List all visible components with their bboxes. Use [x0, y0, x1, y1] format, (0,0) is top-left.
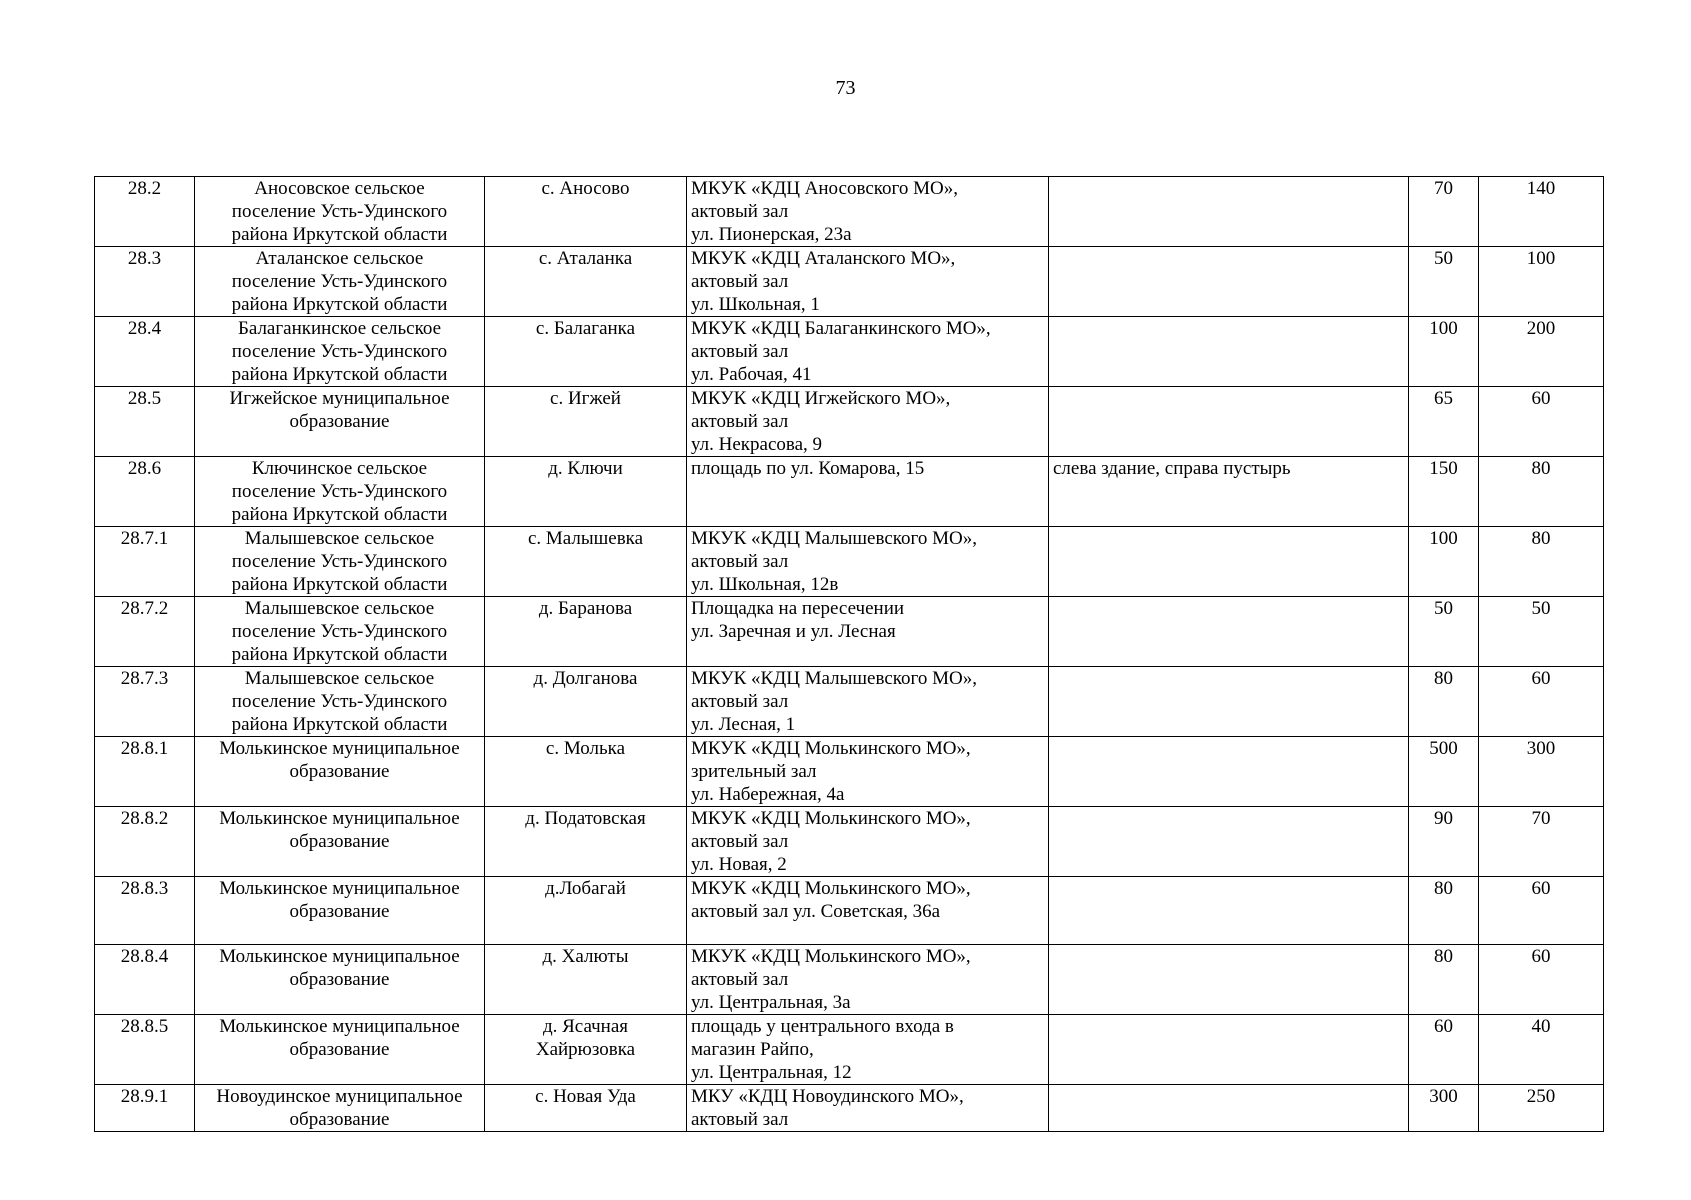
settlement-line: д. Халюты	[542, 946, 629, 967]
municipality-line: Малышевское сельское	[244, 668, 435, 689]
venue-cell	[687, 597, 1049, 667]
venue-line: ул. Центральная, 12	[691, 1062, 852, 1083]
value-2-cell: 60	[1479, 667, 1604, 737]
settlement-cell	[485, 1085, 687, 1132]
settlement-cell	[485, 527, 687, 597]
settlement-cell	[485, 945, 687, 1015]
table-row	[95, 177, 1604, 247]
value-1-cell: 90	[1409, 807, 1479, 877]
table-row	[95, 317, 1604, 387]
municipality-line: Ключинское сельское	[251, 458, 428, 479]
venue-line: МКУК «КДЦ Малышевского МО»,	[691, 668, 977, 689]
row-number-cell: 28.3	[95, 247, 195, 317]
venue-line: актовый зал	[691, 1109, 789, 1130]
settlement-line: с. Балаганка	[535, 318, 636, 339]
description-cell	[1049, 1015, 1409, 1085]
table-row	[95, 457, 1604, 527]
description-cell	[1049, 317, 1409, 387]
municipality-line: Молькинское муниципальное	[219, 738, 460, 759]
value-1-cell: 100	[1409, 527, 1479, 597]
value-1-cell: 100	[1409, 317, 1479, 387]
municipality-line: района Иркутской области	[231, 364, 448, 385]
municipality-line: Молькинское муниципальное	[219, 1016, 460, 1037]
value-2-cell: 70	[1479, 807, 1604, 877]
venue-cell	[687, 1015, 1049, 1085]
municipality-line: образование	[289, 411, 390, 432]
municipality-line: Игжейское муниципальное	[229, 388, 450, 409]
venue-line: МКУК «КДЦ Балаганкинского МО»,	[691, 318, 991, 339]
value-2-cell: 60	[1479, 877, 1604, 945]
venue-line: МКУК «КДЦ Игжейского МО»,	[691, 388, 951, 409]
venue-line: актовый зал	[691, 411, 789, 432]
venue-line: ул. Пионерская, 23а	[691, 224, 852, 245]
description-cell	[1049, 945, 1409, 1015]
value-1-cell: 80	[1409, 877, 1479, 945]
settlement-line: с. Новая Уда	[535, 1086, 636, 1107]
description-cell: слева здание, справа пустырь	[1049, 457, 1409, 527]
municipality-cell	[195, 737, 485, 807]
settlement-line: с. Аносово	[541, 178, 630, 199]
municipality-line: Молькинское муниципальное	[219, 808, 460, 829]
value-1-cell: 80	[1409, 945, 1479, 1015]
venue-line: ул. Заречная и ул. Лесная	[691, 621, 896, 642]
description-cell	[1049, 667, 1409, 737]
settlement-cell	[485, 737, 687, 807]
description-cell	[1049, 807, 1409, 877]
row-number-cell: 28.2	[95, 177, 195, 247]
venue-line: актовый зал	[691, 271, 789, 292]
description-cell	[1049, 177, 1409, 247]
value-1-cell: 80	[1409, 667, 1479, 737]
municipality-line: образование	[289, 901, 390, 922]
value-2-cell: 250	[1479, 1085, 1604, 1132]
municipality-cell	[195, 1085, 485, 1132]
value-2-cell: 100	[1479, 247, 1604, 317]
municipality-line: образование	[289, 831, 390, 852]
value-2-cell: 80	[1479, 527, 1604, 597]
value-2-cell: 40	[1479, 1015, 1604, 1085]
venue-line: актовый зал	[691, 341, 789, 362]
venue-cell	[687, 457, 1049, 527]
settlement-line: д. Ясачная	[542, 1016, 629, 1037]
settlement-line: с. Аталанка	[538, 248, 633, 269]
value-1-cell: 300	[1409, 1085, 1479, 1132]
settlement-line: Хайрюзовка	[535, 1039, 636, 1060]
table-row	[95, 877, 1604, 945]
value-2-cell: 80	[1479, 457, 1604, 527]
venue-cell	[687, 737, 1049, 807]
row-number-cell: 28.5	[95, 387, 195, 457]
table-row	[95, 527, 1604, 597]
municipality-cell	[195, 177, 485, 247]
table-row	[95, 737, 1604, 807]
municipality-cell	[195, 247, 485, 317]
municipality-line: района Иркутской области	[231, 504, 448, 525]
row-number-cell: 28.8.2	[95, 807, 195, 877]
municipality-line: Малышевское сельское	[244, 598, 435, 619]
municipality-line: Новоудинское муниципальное	[216, 1086, 463, 1107]
municipality-line: поселение Усть-Удинского	[231, 551, 448, 572]
value-2-cell: 60	[1479, 945, 1604, 1015]
municipality-line: Аносовское сельское	[254, 178, 425, 199]
municipality-cell	[195, 877, 485, 945]
settlement-line: д. Долганова	[533, 668, 638, 689]
venue-line: МКУК «КДЦ Молькинского МО»,	[691, 808, 971, 829]
venue-cell	[687, 945, 1049, 1015]
venue-cell	[687, 807, 1049, 877]
municipality-cell	[195, 945, 485, 1015]
description-cell	[1049, 597, 1409, 667]
municipality-line: Малышевское сельское	[244, 528, 435, 549]
sites-table	[94, 176, 1604, 1132]
municipality-line: Аталанское сельское	[255, 248, 424, 269]
venue-line: актовый зал	[691, 201, 789, 222]
settlement-line: д. Податовская	[525, 808, 646, 829]
municipality-line: поселение Усть-Удинского	[231, 271, 448, 292]
municipality-line: поселение Усть-Удинского	[231, 621, 448, 642]
municipality-line: района Иркутской области	[231, 644, 448, 665]
row-number-cell: 28.7.1	[95, 527, 195, 597]
venue-line: зрительный зал	[691, 761, 817, 782]
settlement-line: с. Малышевка	[527, 528, 644, 549]
municipality-line: района Иркутской области	[231, 714, 448, 735]
row-number-cell: 28.6	[95, 457, 195, 527]
value-1-cell: 50	[1409, 597, 1479, 667]
settlement-line: д. Ключи	[548, 458, 623, 479]
venue-line: МКУК «КДЦ Молькинского МО»,	[691, 738, 971, 759]
description-cell	[1049, 737, 1409, 807]
venue-line: ул. Рабочая, 41	[691, 364, 812, 385]
value-1-cell: 50	[1409, 247, 1479, 317]
table-row	[95, 1085, 1604, 1132]
municipality-line: поселение Усть-Удинского	[231, 691, 448, 712]
table-row	[95, 247, 1604, 317]
description-cell	[1049, 387, 1409, 457]
municipality-line: района Иркутской области	[231, 224, 448, 245]
venue-line: магазин Райпо,	[691, 1039, 814, 1060]
municipality-cell	[195, 1015, 485, 1085]
venue-line: актовый зал	[691, 831, 789, 852]
venue-line: площадь у центрального входа в	[691, 1016, 954, 1037]
row-number-cell: 28.8.3	[95, 877, 195, 945]
settlement-cell	[485, 877, 687, 945]
settlement-cell	[485, 667, 687, 737]
venue-line: ул. Школьная, 12в	[691, 574, 839, 595]
description-cell	[1049, 877, 1409, 945]
table-row	[95, 387, 1604, 457]
settlement-cell	[485, 177, 687, 247]
venue-cell	[687, 1085, 1049, 1132]
settlement-cell	[485, 247, 687, 317]
venue-line: актовый зал	[691, 969, 789, 990]
table-row	[95, 667, 1604, 737]
municipality-line: поселение Усть-Удинского	[231, 481, 448, 502]
table-body	[95, 177, 1604, 1132]
venue-line: площадь по ул. Комарова, 15	[691, 458, 925, 479]
value-1-cell: 65	[1409, 387, 1479, 457]
value-2-cell: 300	[1479, 737, 1604, 807]
row-number-cell: 28.7.3	[95, 667, 195, 737]
venue-line: ул. Школьная, 1	[691, 294, 820, 315]
table-row	[95, 945, 1604, 1015]
municipality-line: района Иркутской области	[231, 574, 448, 595]
venue-cell	[687, 877, 1049, 945]
venue-line: МКУК «КДЦ Малышевского МО»,	[691, 528, 977, 549]
venue-cell	[687, 667, 1049, 737]
venue-line: ул. Центральная, 3а	[691, 992, 851, 1013]
venue-cell	[687, 317, 1049, 387]
row-number-cell: 28.4	[95, 317, 195, 387]
description-cell	[1049, 1085, 1409, 1132]
settlement-line: д. Баранова	[538, 598, 633, 619]
municipality-line: поселение Усть-Удинского	[231, 341, 448, 362]
venue-cell	[687, 247, 1049, 317]
value-1-cell: 70	[1409, 177, 1479, 247]
municipality-line: поселение Усть-Удинского	[231, 201, 448, 222]
value-2-cell: 200	[1479, 317, 1604, 387]
municipality-line: образование	[289, 969, 390, 990]
municipality-cell	[195, 667, 485, 737]
settlement-cell	[485, 387, 687, 457]
row-number-cell: 28.7.2	[95, 597, 195, 667]
settlement-cell	[485, 317, 687, 387]
municipality-cell	[195, 387, 485, 457]
row-number-cell: 28.8.1	[95, 737, 195, 807]
venue-line: ул. Набережная, 4а	[691, 784, 845, 805]
settlement-line: с. Молька	[545, 738, 626, 759]
venue-line: ул. Новая, 2	[691, 854, 787, 875]
row-number-cell: 28.9.1	[95, 1085, 195, 1132]
municipality-cell	[195, 457, 485, 527]
value-2-cell: 50	[1479, 597, 1604, 667]
row-number-cell: 28.8.4	[95, 945, 195, 1015]
venue-line: ул. Некрасова, 9	[691, 434, 823, 455]
municipality-line: образование	[289, 761, 390, 782]
municipality-line: Молькинское муниципальное	[219, 878, 460, 899]
municipality-line: района Иркутской области	[231, 294, 448, 315]
municipality-line: Балаганкинское сельское	[237, 318, 442, 339]
venue-line: актовый зал	[691, 551, 789, 572]
value-2-cell: 140	[1479, 177, 1604, 247]
description-cell	[1049, 527, 1409, 597]
settlement-line: с. Игжей	[550, 388, 621, 409]
settlement-cell	[485, 597, 687, 667]
venue-line: ул. Лесная, 1	[691, 714, 796, 735]
municipality-cell	[195, 597, 485, 667]
settlement-line: д.Лобагай	[545, 878, 626, 899]
settlement-cell	[485, 457, 687, 527]
description-cell	[1049, 247, 1409, 317]
value-1-cell: 500	[1409, 737, 1479, 807]
settlement-cell	[485, 807, 687, 877]
venue-line: актовый зал	[691, 691, 789, 712]
venue-line: МКУК «КДЦ Молькинского МО»,	[691, 946, 971, 967]
municipality-line: образование	[289, 1109, 390, 1130]
venue-line: МКУК «КДЦ Аталанского МО»,	[691, 248, 956, 269]
table-row	[95, 597, 1604, 667]
venue-cell	[687, 387, 1049, 457]
page-number: 73	[835, 77, 856, 99]
venue-cell	[687, 527, 1049, 597]
municipality-cell	[195, 807, 485, 877]
table-row	[95, 1015, 1604, 1085]
table-row	[95, 807, 1604, 877]
venue-cell	[687, 177, 1049, 247]
municipality-line: образование	[289, 1039, 390, 1060]
value-1-cell: 60	[1409, 1015, 1479, 1085]
value-2-cell: 60	[1479, 387, 1604, 457]
municipality-cell	[195, 527, 485, 597]
municipality-cell	[195, 317, 485, 387]
venue-line: актовый зал ул. Советская, 36а	[691, 901, 941, 922]
settlement-cell	[485, 1015, 687, 1085]
venue-line: МКУ «КДЦ Новоудинского МО»,	[691, 1086, 964, 1107]
municipality-line: Молькинское муниципальное	[219, 946, 460, 967]
venue-line: МКУК «КДЦ Молькинского МО»,	[691, 878, 971, 899]
row-number-cell: 28.8.5	[95, 1015, 195, 1085]
value-1-cell: 150	[1409, 457, 1479, 527]
venue-line: Площадка на пересечении	[691, 598, 905, 619]
venue-line: МКУК «КДЦ Аносовского МО»,	[691, 178, 958, 199]
